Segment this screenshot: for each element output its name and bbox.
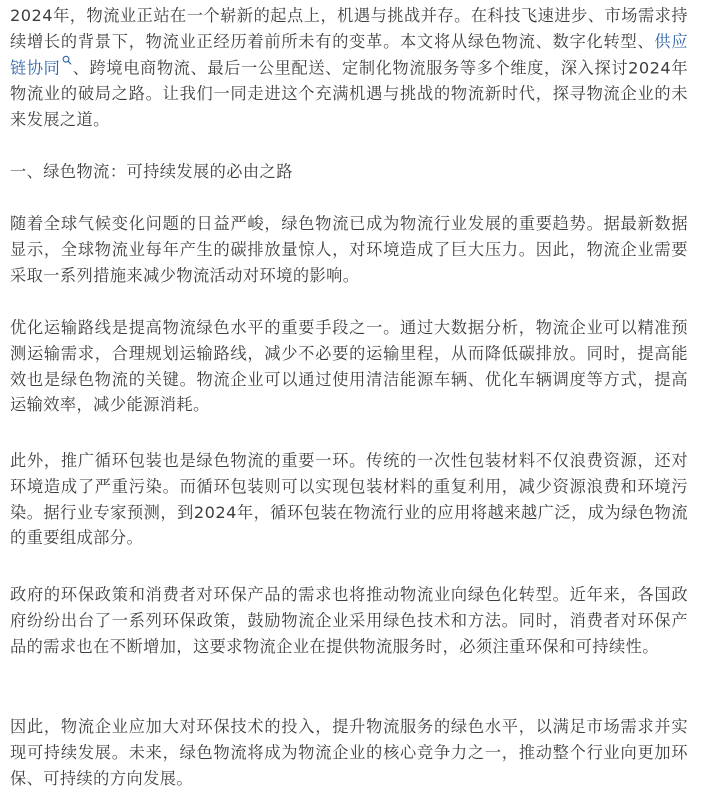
section-heading: 一、绿色物流：可持续发展的必由之路 bbox=[10, 162, 293, 181]
body-paragraph: 因此，物流企业应加大对环保技术的投入，提升物流服务的绿色水平，以满足市场需求并实现可持续发展。未来，绿色物流将成为物流企业的核心竞争力之一，推动整个行业向更加环保、可持续的方向发展。 bbox=[10, 717, 688, 788]
body-paragraph: 此外，推广循环包装也是绿色物流的重要一环。传统的一次性包装材料不仅浪费资源，还对环境造成了严重污染。而循环包装则可以实现包装材料的重复利用，减少资源浪费和环境污染。据行业专家预测，到2024年，循环包装在物流行业的应用将越来越广泛，成为绿色物流的重要组成部分。 bbox=[10, 451, 688, 548]
search-icon[interactable] bbox=[62, 55, 72, 67]
intro-text-before-link: 2024年，物流业正站在一个崭新的起点上，机遇与挑战并存。在科技飞速进步、市场需求持续增长的背景下，物流业正经历着前所未有的变革。本文将从绿色物流、数字化转型、 bbox=[10, 6, 688, 51]
intro-text-after-link: 、跨境电商物流、最后一公里配送、定制化物流服务等多个维度，深入探讨2024年物流业的破局之路。让我们一同走进这个充满机遇与挑战的物流新时代，探寻物流企业的未来发展之道。 bbox=[10, 57, 688, 129]
supply-chain-link[interactable]: 供应链协同 bbox=[10, 31, 688, 77]
body-paragraph: 随着全球气候变化问题的日益严峻，绿色物流已成为物流行业发展的重要趋势。据最新数据显示，全球物流业每年产生的碳排放量惊人，对环境造成了巨大压力。因此，物流企业需要采取一系列措施来减少物流活动对环境的影响。 bbox=[10, 214, 688, 285]
body-paragraph: 优化运输路线是提高物流绿色水平的重要手段之一。通过大数据分析，物流企业可以精准预测运输需求，合理规划运输路线，减少不必要的运输里程，从而降低碳排放。同时，提高能效也是绿色物流的关键。物流企业可以通过使用清洁能源车辆、优化车辆调度等方式，提高运输效率，减少能源消耗。 bbox=[10, 318, 688, 415]
intro-paragraph bbox=[10, 3, 688, 132]
body-paragraph: 政府的环保政策和消费者对环保产品的需求也将推动物流业向绿色化转型。近年来，各国政府纷纷出台了一系列环保政策，鼓励物流企业采用绿色技术和方法。同时，消费者对环保产品的需求也在不断增加，这要求物流企业在提供物流服务时，必须注重环保和可持续性。 bbox=[10, 585, 688, 656]
